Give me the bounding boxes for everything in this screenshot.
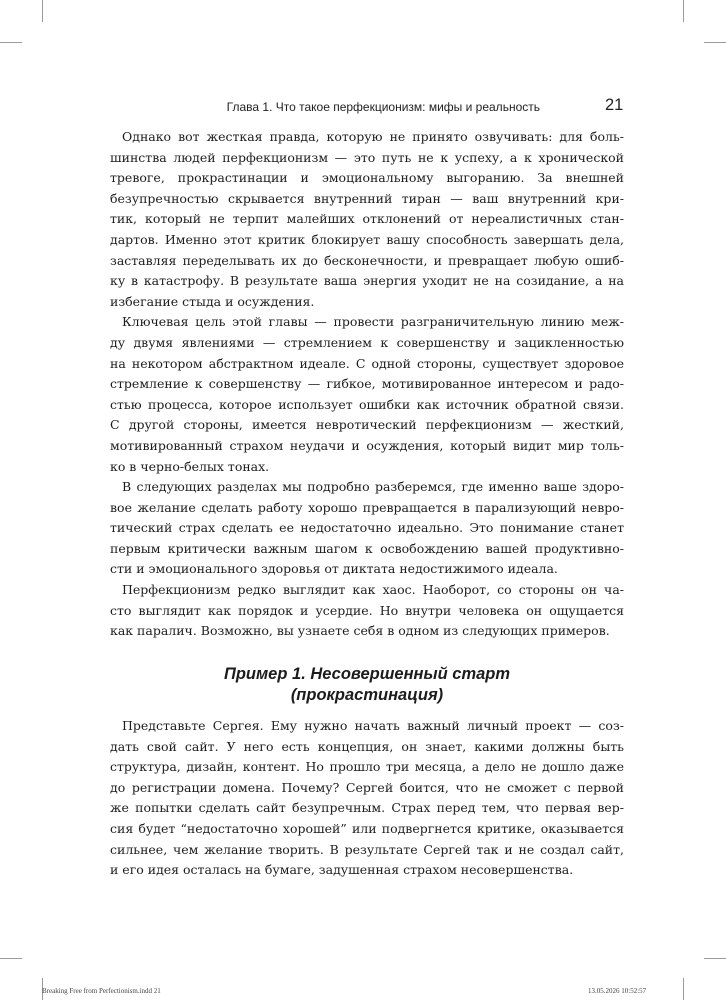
section-heading-line: (прокрастинация) xyxy=(290,686,444,704)
text-line: структура, дизайн, контент. Но прошло три месяца, а дело не дошло даже xyxy=(110,759,624,775)
paragraph xyxy=(110,580,624,642)
paragraph xyxy=(110,477,624,580)
text-line: сильнее, чем желание творить. В результате Сергей так и не создал сайт, xyxy=(110,841,624,857)
text-line: С другой стороны, имеется невротический перфекционизм — жесткий, xyxy=(110,417,624,433)
text-line: ду двумя явлениями — стремлением к совершенству и зацикленностью xyxy=(110,334,624,350)
footer-timestamp: 13.05.2026 10:52:57 xyxy=(588,987,647,995)
text-line: Перфекционизм редко выглядит как хаос. Наоборот, со стороны он ча- xyxy=(122,582,624,598)
text-line: стью процесса, которое использует ошибки как источник обратной связи. xyxy=(110,396,624,412)
text-line: Однако вот жесткая правда, которую не принято озвучивать: для боль- xyxy=(122,129,624,144)
text-line: тревоге, прокрастинации и эмоциональному выгоранию. За внешней xyxy=(110,170,624,186)
text-line: сия будет “недостаточно хорошей” или подвергнется критике, оказывается xyxy=(110,820,624,836)
text-line: дать свой сайт. У него есть концепция, он знает, какими должны быть xyxy=(110,738,624,754)
text-line: и его идея осталась на бумаге, задушенная страхом несовершенства. xyxy=(110,862,574,878)
text-line: дартов. Именно этот критик блокирует вашу способность завершать дела, xyxy=(110,231,624,247)
text-line: заставляя переделывать их до бесконечности, и превращает любую ошиб- xyxy=(110,252,624,268)
text-line: шинства людей перфекционизм — это путь не к успеху, а к хронической xyxy=(110,149,624,165)
text-line: тический страх сделать ее недостаточно идеально. Это понимание станет xyxy=(110,520,624,536)
text-line: избегание стыда и осуждения. xyxy=(110,293,315,309)
text-line: на некотором абстрактном идеале. С одной стороны, существует здоровое xyxy=(110,355,624,371)
crop-mark xyxy=(683,0,684,22)
text-line: В следующих разделах мы подробно разберемся, где именно ваше здоро- xyxy=(122,479,624,495)
paragraph xyxy=(110,716,624,881)
text-line: вое желание сделать работу хорошо превращается в парализующий невро- xyxy=(110,499,624,515)
text-line: тик, который не терпит малейших отклонений от нереалистичных стан- xyxy=(110,211,624,227)
text-line: мотивированный страхом неудачи и осуждения, который видит мир толь- xyxy=(110,437,624,453)
running-header: Глава 1. Что такое перфекционизм: мифы и реальность xyxy=(226,100,540,114)
paragraph xyxy=(110,127,624,312)
text-line: сти и эмоционального здоровья от диктата недостижимого идеала. xyxy=(110,561,558,577)
page-number: 21 xyxy=(605,96,624,114)
crop-mark xyxy=(0,958,22,959)
section-heading-line: Пример 1. Несовершенный старт xyxy=(223,665,511,683)
text-line: сто выглядит как порядок и усердие. Но внутри человека он ощущается xyxy=(110,602,624,618)
text-line: ку в катастрофу. В результате ваша энергия уходит не на созидание, а на xyxy=(110,273,624,289)
text-line: стремление к совершенству — гибкое, мотивированное интересом и радо- xyxy=(110,376,624,392)
text-line: Представьте Сергея. Ему нужно начать важный личный проект — соз- xyxy=(122,718,624,733)
text-line: первым критически важным шагом к освобождению вашей продуктивно- xyxy=(110,540,624,556)
crop-mark xyxy=(683,978,684,1000)
crop-mark xyxy=(704,42,726,43)
text-line: Ключевая цель этой главы — провести разграничительную линию меж- xyxy=(122,314,624,330)
crop-mark xyxy=(704,958,726,959)
body-text-before-heading xyxy=(110,127,624,642)
text-line: же попытки сделать сайт безупречным. Страх перед тем, что первая вер- xyxy=(110,800,624,816)
paragraph xyxy=(110,312,624,477)
section-heading xyxy=(110,664,624,706)
text-line: безупречностью скрывается внутренний тиран — ваш внутренний кри- xyxy=(110,190,624,206)
text-line: ко в черно-белых тонах. xyxy=(110,458,270,474)
text-line: до регистрации домена. Почему? Сергей боится, что не сможет с первой xyxy=(110,779,624,795)
text-line: как паралич. Возможно, вы узнаете себя в одном из следующих примеров. xyxy=(110,623,610,639)
crop-mark xyxy=(0,42,22,43)
footer-file-info: Breaking Free from Perfectionism.indd 21 xyxy=(42,987,161,995)
crop-mark xyxy=(42,0,43,22)
body-text-after-heading xyxy=(110,716,624,881)
